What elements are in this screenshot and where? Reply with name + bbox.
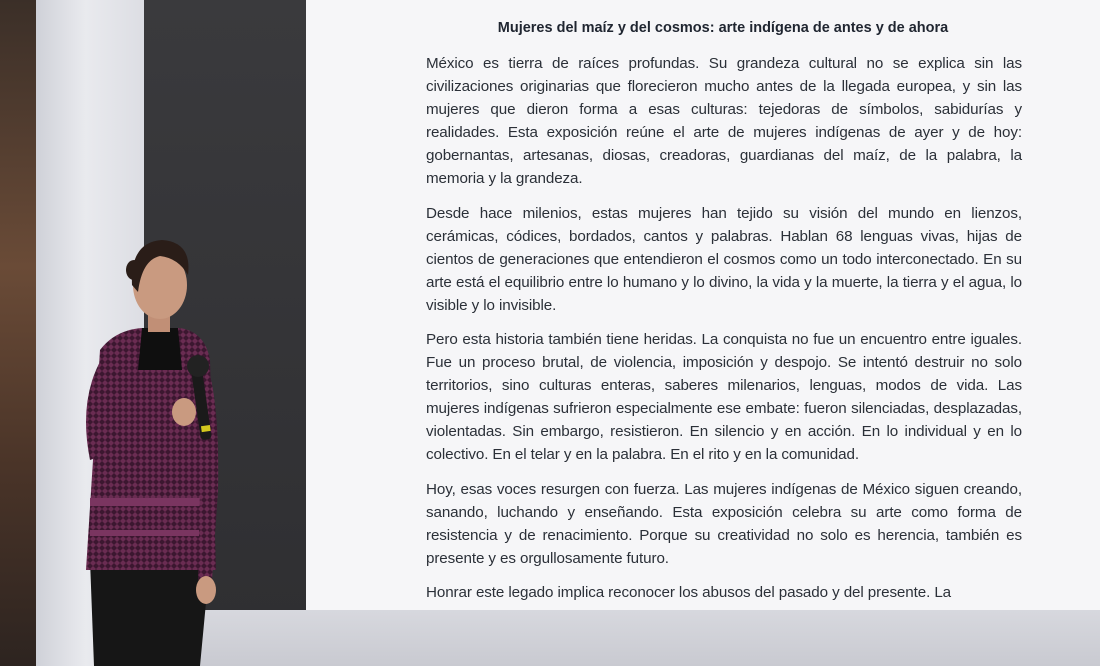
presenter-figure: [60, 230, 250, 666]
presenter-hand: [196, 576, 216, 604]
presenter-collar: [138, 328, 182, 370]
presenter-skirt: [90, 560, 210, 666]
document-title: Mujeres del maíz y del cosmos: arte indígena de antes y de ahora: [497, 20, 949, 36]
paragraph-4: Hoy, esas voces resurgen con fuerza. Las mujeres indígenas de México siguen creando, sanando, luchando y enseñando. Esta exposición celebra su arte como forma de resistencia y de renacimiento. Porque su creatividad no solo es herencia, también es presente y es orgullosamente futuro.: [426, 480, 1022, 567]
paragraph-5: Honrar este legado implica reconocer los abusos del pasado y del presente. La: [426, 584, 952, 601]
background-wall: [0, 0, 38, 666]
stage-floor: [144, 610, 1100, 666]
paragraph-1: México es tierra de raíces profundas. Su grandeza cultural no se explica sin las civilizaciones originarias que florecieron mucho antes de la llegada europea, y sin las mujeres que dieron forma a esas culturas: tejedoras de símbolos, sabidurías y realidades. Esta exposición reúne el arte de mujeres indígenas de ayer y de hoy: gobernantas, artesanas, diosas, creadoras, guardianas del maíz, de la palabra, la memoria y la grandeza.: [426, 55, 1022, 187]
paragraph-2: Desde hace milenios, estas mujeres han tejido su visión del mundo en lienzos, cerámicas, códices, bordados, cantos y palabras. Hablan 68 lenguas vivas, hijas de cientos de generaciones que entendieron el cosmos como un todo interconectado. En su arte está el equilibrio entre lo humano y lo divino, la vida y la muerte, la tierra y el agua, lo visible y lo invisible.: [426, 204, 1022, 314]
paragraph-3: Pero esta historia también tiene heridas. La conquista no fue un encuentro entre iguales. Fue un proceso brutal, de violencia, imposición y despojo. Se intentó destruir no solo territorios, sino culturas enteras, saberes milenarios, lenguas, modos de vida. Las mujeres indígenas sufrieron especialmente ese embate: fueron silenciadas, desplazadas, violentadas. Sin embargo, resistieron. En silencio y en acción. En lo individual y en lo colectivo. En el telar y en la palabra. En el rito y en la comunidad.: [426, 331, 1022, 463]
document-body: [426, 52, 1022, 616]
